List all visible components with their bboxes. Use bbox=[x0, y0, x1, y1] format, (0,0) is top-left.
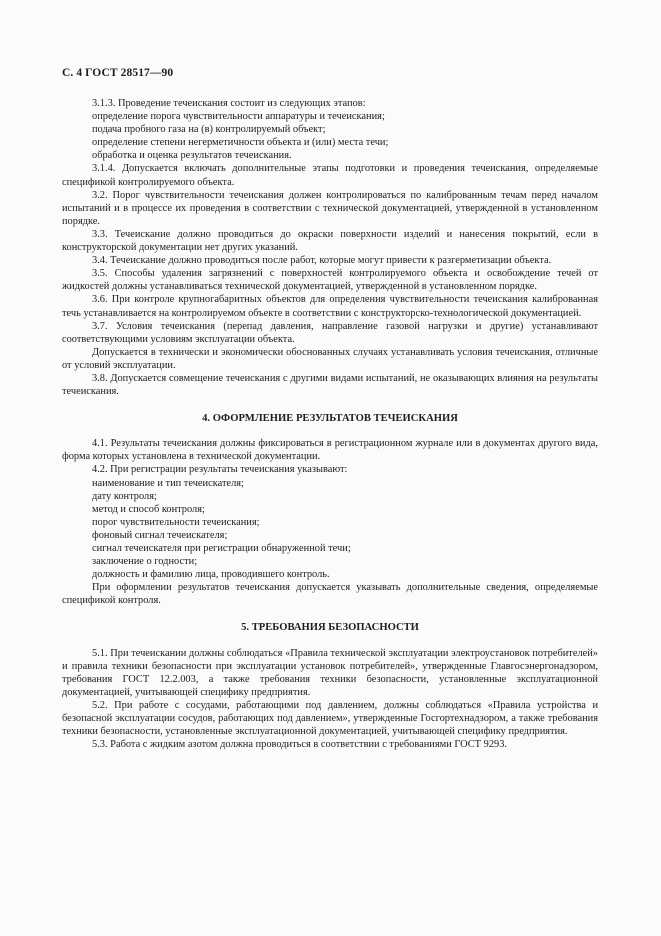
paragraph: 3.5. Способы удаления загрязнений с поверхностей контролируемого объекта и освобождение течей от жидкостей должны устанавливаться технической документацией, утвержденной в установленном порядке. bbox=[62, 268, 598, 293]
page-header: С. 4 ГОСТ 28517—90 bbox=[62, 67, 174, 79]
paragraph: При оформлении результатов течеискания допускается указывать дополнительные сведения, определяемые спецификой контроля. bbox=[62, 582, 598, 607]
paragraph: 5.2. При работе с сосудами, работающими под давлением, должны соблюдаться «Правила устройства и безопасной эксплуатации сосудов, работающих под давлением», утвержденные Госгортехнадзором, а также требования техники безопасности, установленные эксплуатационной документацией, учитывающей специфику предприятия. bbox=[62, 699, 598, 738]
list-item: дату контроля; bbox=[92, 490, 157, 502]
paragraph: Допускается в технически и экономически обоснованных случаях устанавливать условия течеискания, отличные от условий эксплуатации. bbox=[62, 346, 598, 371]
list-item: метод и способ контроля; bbox=[92, 503, 205, 515]
paragraph: 5.3. Работа с жидким азотом должна проводиться в соответствии с требованиями ГОСТ 9293. bbox=[92, 739, 508, 751]
paragraph: 3.6. При контроле крупногабаритных объектов для определения чувствительности течеискания калиброванная течь устанавливается на контролируемом объекте в соответствии с конструкторско-технологической документацией. bbox=[62, 294, 598, 319]
paragraph: 3.1.3. Проведение течеискания состоит из следующих этапов: bbox=[92, 98, 366, 109]
list-item: определение степени негерметичности объекта и (или) места течи; bbox=[92, 137, 389, 149]
paragraph: 3.4. Течеискание должно проводиться после работ, которые могут привести к разгерметизации объекта. bbox=[92, 255, 552, 267]
list-item: порог чувствительности течеискания; bbox=[92, 516, 260, 528]
paragraph: 4.2. При регистрации результаты течеискания указывают: bbox=[92, 464, 348, 476]
list-item: подача пробного газа на (в) контролируемый объект; bbox=[92, 124, 326, 136]
paragraph: 3.8. Допускается совмещение течеискания с другими видами испытаний, не оказывающих влияния на результаты течеискания. bbox=[62, 372, 598, 398]
paragraph: 5.1. При течеискании должны соблюдаться «Правила технической эксплуатации электроустановок потребителей» и правила техники безопасности при эксплуатации установок потребителей», утвержденные Главгосэнергонадзором, требования ГОСТ 12.2.003, а также требования техники безопасности, установленные эксплуатационной документацией, учитывающей специфику предприятия. bbox=[62, 647, 598, 698]
section-heading: 4. ОФОРМЛЕНИЕ РЕЗУЛЬТАТОВ ТЕЧЕИСКАНИЯ bbox=[202, 413, 458, 425]
paragraph: 3.7. Условия течеискания (перепад давления, направление газовой нагрузки и другие) устанавливают соответствующими условиям эксплуатации объекта. bbox=[62, 320, 598, 345]
list-item: определение порога чувствительности аппаратуры и течеискания; bbox=[92, 111, 385, 123]
paragraph: 3.2. Порог чувствительности течеискания должен контролироваться по калиброванным течам перед началом испытаний и в процессе их проведения в соответствии с технической документацией, утвержденной в установленном порядке. bbox=[62, 189, 598, 227]
list-item: обработка и оценка результатов течеискания. bbox=[92, 150, 292, 162]
document-body bbox=[62, 97, 598, 751]
paragraph: 3.1.4. Допускается включать дополнительные этапы подготовки и проведения течеискания, определяемые спецификой контролируемого объекта. bbox=[62, 163, 598, 188]
list-item: должность и фамилию лица, проводившего контроль. bbox=[92, 569, 330, 581]
list-item: фоновый сигнал течеискателя; bbox=[92, 529, 228, 541]
paragraph: 4.1. Результаты течеискания должны фиксироваться в регистрационном журнале или в документах другого вида, форма которых установлена в технической документации. bbox=[62, 438, 598, 463]
list-item: сигнал течеискателя при регистрации обнаруженной течи; bbox=[92, 543, 351, 554]
list-item: заключение о годности; bbox=[92, 556, 198, 568]
list-item: наименование и тип течеискателя; bbox=[92, 477, 244, 489]
paragraph: 3.3. Течеискание должно проводиться до окраски поверхности изделий и нанесения покрытий, если в конструкторской документации нет других указаний. bbox=[62, 228, 598, 254]
section-heading: 5. ТРЕБОВАНИЯ БЕЗОПАСНОСТИ bbox=[241, 622, 419, 634]
